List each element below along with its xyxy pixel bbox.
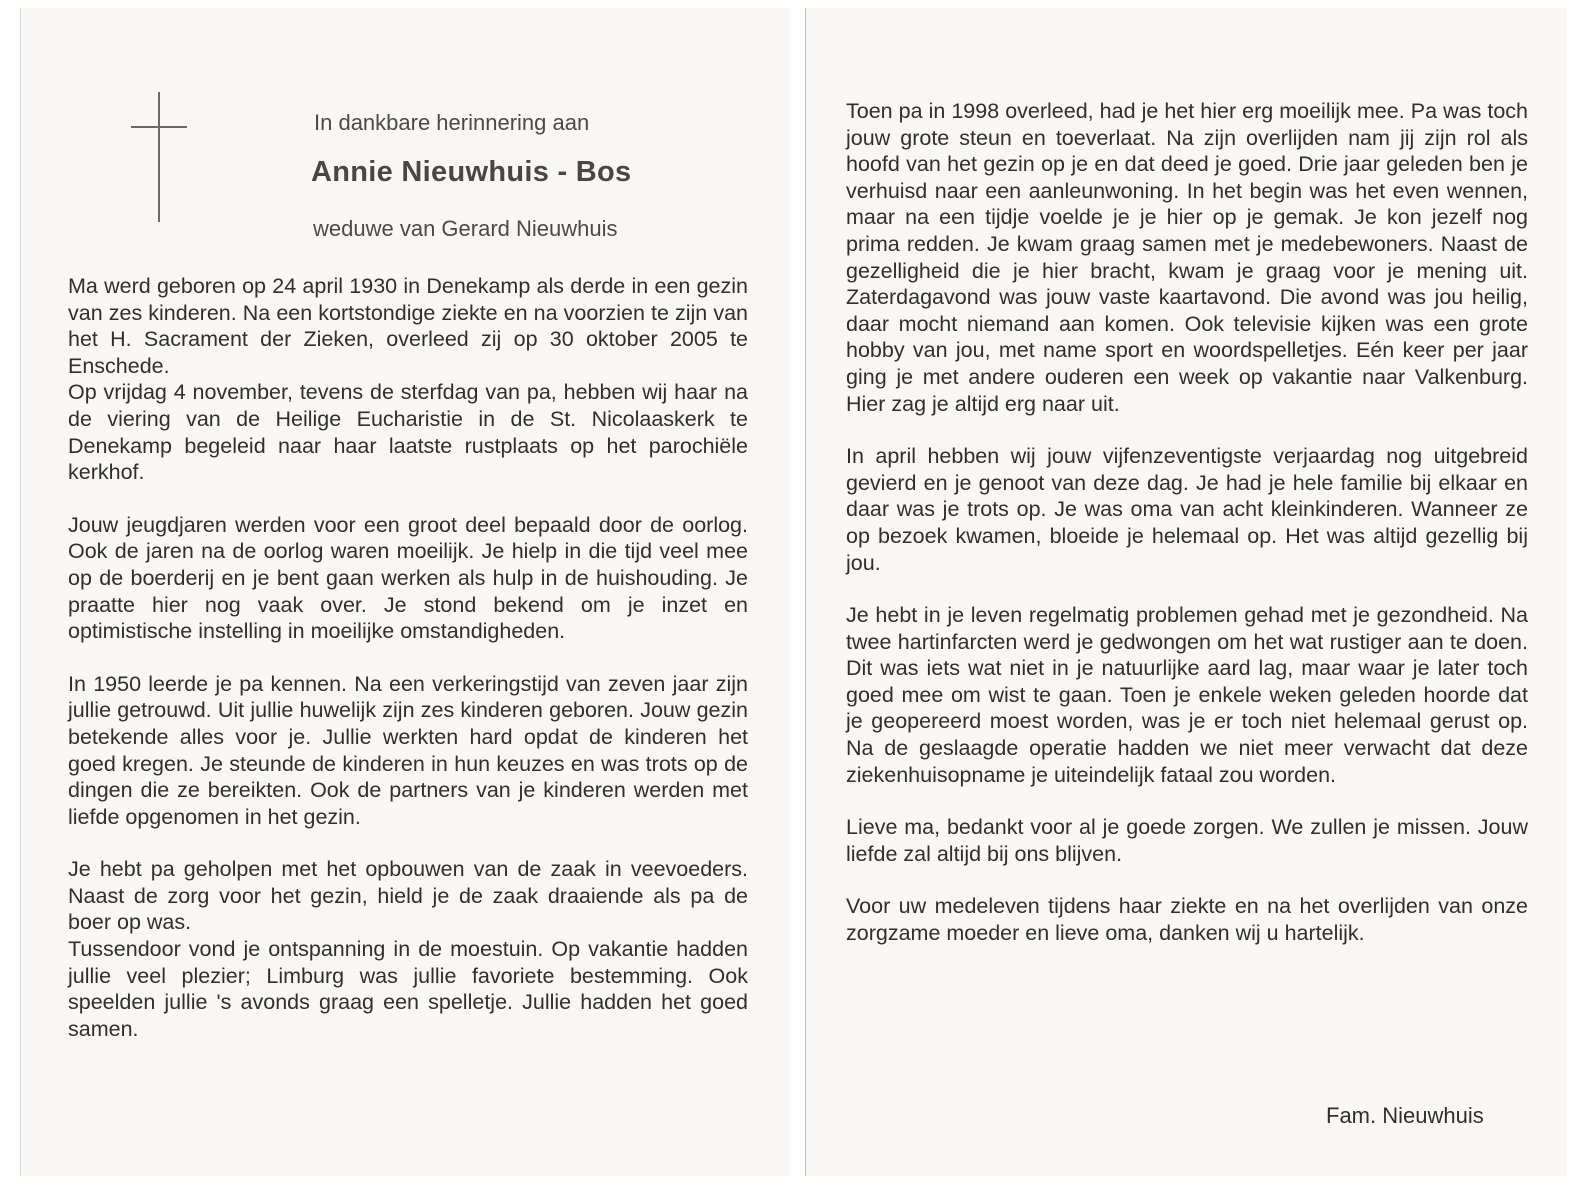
widow-of-line: weduwe van Gerard Nieuwhuis [313, 216, 618, 241]
right-body-text [846, 98, 1528, 947]
paragraph-thanks: Voor uw medeleven tijdens haar ziekte en na het overlijden van onze zorgzame moeder en lieve oma, danken wij u hartelijk. [846, 894, 1528, 946]
paragraph-funeral: Op vrijdag 4 november, tevens de sterfdag van pa, hebben wij haar na de viering van de Heilige Eucharistie in de St. Nicolaaskerk te Denekamp begeleid naar haar laatste rustplaats op het parochiële kerkhof. [68, 380, 748, 485]
cross-icon-bar [131, 126, 187, 128]
remembrance-intro: In dankbare herinnering aan [314, 110, 590, 135]
paragraph-leisure: Tussendoor vond je ontspanning in de moestuin. Op vakantie hadden jullie veel plezier; Limburg was jullie favoriete bestemming. Ook speelden jullie 's avonds graag een spelletje. Jullie hadden het goed samen. [68, 937, 748, 1041]
paragraph-health: Je hebt in je leven regelmatig problemen gehad met je gezondheid. Na twee hartinfarcten werd je gedwongen om het wat rustiger aan te doen. Dit was iets wat niet in je natuurlijke aard lag, maar waar je later toch goed mee om wist te gaan. Toen je enkele weken geleden hoorde dat je geopereerd moest worden, was je er toch niet helemaal gerust op. Na de geslaagde operatie hadden we niet meer verwacht dat deze ziekenhuisopname je uiteindelijk fataal zou worden. [846, 603, 1528, 787]
paragraph-later-life: Toen pa in 1998 overleed, had je het hier erg moeilijk mee. Pa was toch jouw grote steun en toeverlaat. Na zijn overlijden nam jij zijn rol als hoofd van het gezin op je en dat deed je goed. Drie jaar geleden ben je verhuisd naar een aanleunwoning. In het begin was het even wennen, maar na een tijdje voelde je je hier op je gemak. Je kon jezelf nog prima redden. Je kwam graag samen met je medebewoners. Naast de gezelligheid die je hier bracht, kwam je graag voor je mening uit. Zaterdagavond was jouw vaste kaartavond. Die avond was jou heilig, daar mocht niemand aan komen. Ook televisie kijken was een grote hobby van jou, met name sport en woordspelletjes. Eén keer per jaar ging je met andere ouderen een week op vakantie naar Valkenburg. Hier zag je altijd erg naar uit. [846, 99, 1528, 416]
card-fold [790, 0, 805, 1200]
paragraph-farewell: Lieve ma, bedankt voor al je goede zorgen. We zullen je missen. Jouw liefde zal altijd bij ons blijven. [846, 815, 1528, 866]
card-left-panel [20, 8, 790, 1176]
cross-icon [158, 92, 160, 222]
left-body-text [68, 273, 748, 1042]
paragraph-birthday: In april hebben wij jouw vijfenzeventigste verjaardag nog uitgebreid gevierd en je genoot van deze dag. Je had je hele familie bij elkaar en daar was je trots op. Je was oma van acht kleinkinderen. Wanneer ze op bezoek kwamen, bloeide je helemaal op. Het was altijd gezellig bij jou. [846, 444, 1528, 575]
paragraph-birth: Ma werd geboren op 24 april 1930 in Denekamp als derde in een gezin van zes kinderen. Na een kortstondige ziekte en na voorzien te zijn van het H. Sacrament der Zieken, overleed zij op 30 oktober 2005 te Enschede. [68, 274, 748, 378]
paragraph-marriage: In 1950 leerde je pa kennen. Na een verkeringstijd van zeven jaar zijn jullie getrouwd. Uit jullie huwelijk zijn zes kinderen geboren. Jouw gezin betekende alles voor je. Jullie werkten hard opdat de kinderen het goed kregen. Je steunde de kinderen in hun keuzes en was trots op de dingen die ze bereikten. Ook de partners van je kinderen werden met liefde opgenomen in het gezin. [68, 671, 748, 829]
paragraph-business: Je hebt pa geholpen met het opbouwen van de zaak in veevoeders. Naast de zorg voor het gezin, hield je de zaak draaiende als pa de boer op was. [68, 857, 748, 935]
paragraph-youth: Jouw jeugdjaren werden voor een groot deel bepaald door de oorlog. Ook de jaren na de oorlog waren moeilijk. Je hielp in die tijd veel mee op de boerderij en je bent gaan werken als hulp in de huishouding. Je praatte hier nog vaak over. Je stond bekend om je inzet en optimistische instelling in moeilijke omstandigheden. [68, 512, 748, 644]
family-signature: Fam. Nieuwhuis [1326, 1103, 1484, 1128]
card-right-panel [805, 8, 1567, 1176]
deceased-name: Annie Nieuwhuis - Bos [311, 156, 632, 188]
